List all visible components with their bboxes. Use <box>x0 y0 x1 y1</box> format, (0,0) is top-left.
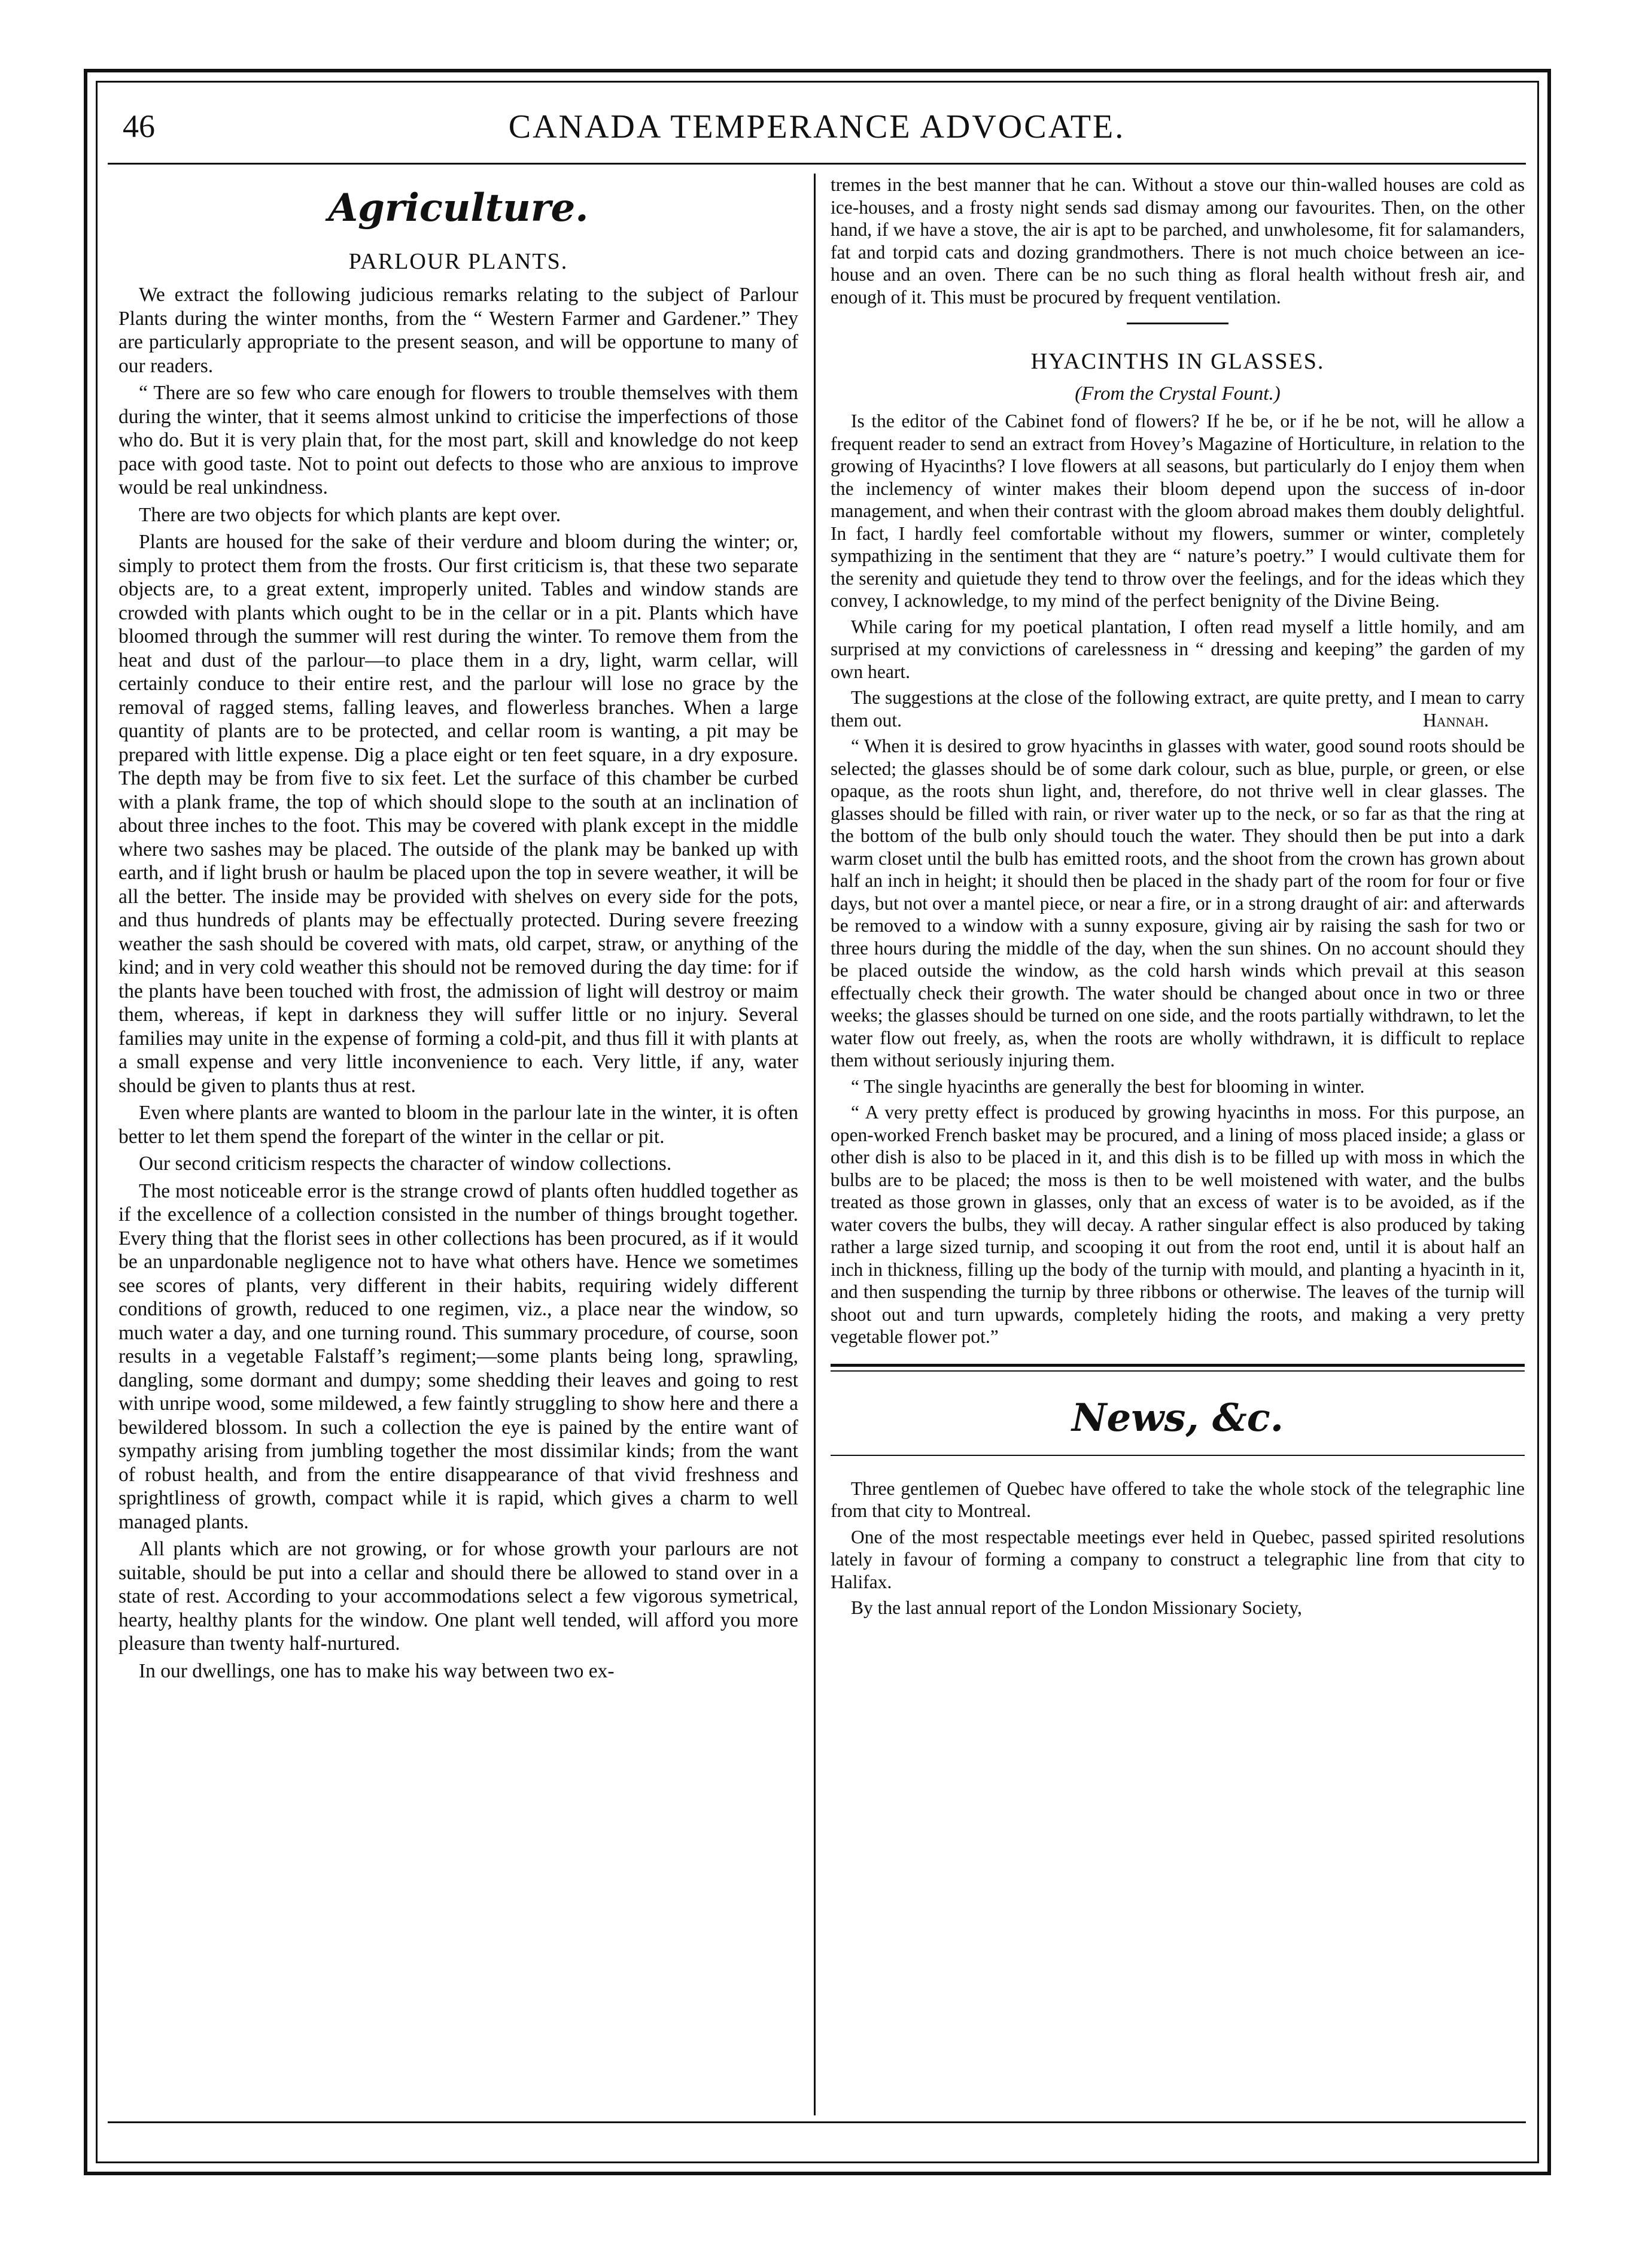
column-divider <box>814 174 816 2115</box>
paragraph: We extract the following judicious remarks relating to the subject of Parlour Plants during the winter months, from the “ Western Farmer and Gardener.” They are particularly appropriate to the present season, and will be opportune to many of our readers. <box>118 284 798 377</box>
quoted-paragraph: “ When it is desired to grow hyacinths in glasses with water, good sound roots should be selected; the glasses should be of some dark colour, such as blue, purple, or green, or else opaque, as the roots shun light, and, therefore, do not thrive well in clear glasses. The glasses should be filled with rain, or river water up to the neck, or so far as that the ring at the bottom of the bulb only should touch the water. They should then be put into a dark warm closet until the bulb has emitted roots, and the shoot from the crown has grown about half an inch in height; it should then be placed in the shady part of the room for four or five days, but not over a mantel piece, or near a fire, or in a strong draught of air: and afterwards be removed to a window with a sunny exposure, giving air by raising the sash for two or three hours during the middle of the day, when the sun shines. On no account should they be placed outside the window, as the cold harsh winds which prevail at this season effectually check their growth. The water should be changed about once in two or three weeks; the glasses should be turned on one side, and the roots partially withdrawn, to let the water flow out freely, as, when the roots are wholly withdrawn, it is difficult to replace them without seriously injuring them. <box>831 735 1525 1071</box>
quoted-paragraph: “ A very pretty effect is produced by growing hyacinths in moss. For this purpose, an open-worked French basket may be procured, and a lining of moss placed inside; a glass or other dish is also to be placed in it, and this dish is to be filled up with moss in which the bulbs are to be placed; the moss is then to be well moistened with water, and the bulbs treated as those grown in glasses, only that an excess of water is to be avoided, as if the water covers the bulbs, they will decay. A rather singular effect is also produced by taking rather a large sized turnip, and scooping it out from the root end, until it is about half an inch in thickness, filling up the body of the turnip with mould, and planting a hyacinth in it, and then suspending the turnip by three ribbons or otherwise. The leaves of the turnip will shoot out and turn upwards, completely hiding the roots, and making a very pretty vegetable flower pot.” <box>831 1102 1525 1347</box>
page-number: 46 <box>123 108 155 144</box>
article-title-parlour-plants: PARLOUR PLANTS. <box>348 249 568 274</box>
masthead-title: CANADA TEMPERANCE ADVOCATE. <box>508 108 1126 145</box>
news-rule <box>831 1455 1525 1456</box>
paragraph-text: The suggestions at the close of the following extract, are quite pretty, and I mean to carry them out. <box>831 687 1525 731</box>
news-paragraph: By the last annual report of the London Missionary Society, <box>851 1597 1302 1618</box>
header-rule <box>108 163 1526 165</box>
footer-rule <box>108 2121 1526 2123</box>
paragraph: All plants which are not growing, or for whose growth your parlours are not suitable, should be put into a cellar and should there be allowed to stand over in a state of rest. According to your accommodations select a few vigorous symetrical, hearty, healthy plants for the window. One plant well tended, will afford you more pleasure than twenty half-nurtured. <box>118 1538 798 1655</box>
left-column <box>118 174 798 2115</box>
article-source: (From the Crystal Fount.) <box>1075 383 1281 405</box>
paragraph: The most noticeable error is the strange crowd of plants often huddled together as if the excellence of a collection consisted in the number of things brought together. Every thing that the florist sees in other collections has been procured, as if it would be an unpardonable negligence not to have what others have. Hence we sometimes see scores of plants, very different in their habits, requiring widely different conditions of growth, reduced to one regimen, viz., a place near the window, so much water a day, and one turning round. This summary procedure, of course, soon results in a vegetable Falstaff’s regiment;—some plants being long, sprawling, dangling, some dormant and dumpy; some shedding their leaves and going to rest with unripe wood, some mildewed, a few faintly struggling to show here and there a bewildered blossom. In such a collection the eye is pained by the entire want of sympathy arising from jumbling together the most dissimilar kinds; from the want of robust health, and from the entire disappearance of that vivid freshness and sprightliness of growth, compact while it is rapid, which gives a charm to well managed plants. <box>118 1179 798 1533</box>
paragraph: Even where plants are wanted to bloom in the parlour late in the winter, it is often better to let them spend the forepart of the winter in the cellar or pit. <box>118 1102 798 1148</box>
double-rule <box>831 1364 1525 1372</box>
paragraph: Our second criticism respects the character of window collections. <box>139 1153 672 1175</box>
paragraph: There are two objects for which plants are kept over. <box>139 503 561 526</box>
paragraph: Is the editor of the Cabinet fond of flowers? If he be, or if he be not, will he allow a frequent reader to send an extract from Hovey’s Magazine of Horticulture, in relation to the growing of Hyacinths? I love flowers at all seasons, but particularly do I enjoy them when the inclemency of winter makes their bloom depend upon the success of in-door management, and when their contrast with the gloom abroad makes them doubly delightful. In fact, I hardly feel comfortable without my flowers, summer or winter, completely sympathizing in the sentiment that they are “ nature’s poetry.” I would cultivate them for the serenity and quietude they tend to throw over the feelings, and for the ideas which they convey, I acknowledge, to my mind of the perfect benignity of the Divine Being. <box>831 411 1525 611</box>
paragraph-with-signature <box>831 686 1525 731</box>
paragraph: Plants are housed for the sake of their verdure and bloom during the winter; or, simply to protect them from the frosts. Our first criticism is, that these two separate objects are, to a great extent, improperly united. Tables and window stands are crowded with plants which ought to be in the cellar or in a pit. Plants which have bloomed through the summer will rest during the winter. To remove them from the heat and dust of the parlour—to place them in a dry, light, warm cellar, will certainly conduce to their entire rest, and the parlour will lose no grace by the removal of ragged stems, falling leaves, and flowerless branches. When a large quantity of plants are to be protected, and cellar room is wanting, a pit may be prepared with little expense. Dig a place eight or ten feet square, in a dry exposure. The depth may be from five to six feet. Let the surface of this chamber be curbed with a plank frame, the top of which should slope to the south at an inclination of about three inches to the foot. This may be covered with plank except in the middle where two sashes may be placed. The outside of the plank may be banked up with earth, and if light brush or haulm be placed upon the top in severe weather, it will be all the better. The inside may be provided with shelves on every side for the pots, and thus hundreds of plants may be effectually protected. During severe freezing weather the sash should be covered with mats, old carpet, straw, or anything of the kind; and in very cold weather this should not be removed during the day time: for if the plants have been touched with frost, the admission of light will destroy or maim them, whereas, if kept in darkness they will suffer little or no injury. Several families may unite in the expense of forming a cold-pit, and thus fill it with plants at a small expense and very little inconvenience to each. Very little, if any, water should be given to plants thus at rest. <box>118 531 798 1097</box>
quoted-paragraph: “ The single hyacinths are generally the best for blooming in winter. <box>851 1075 1365 1097</box>
paragraph: While caring for my poetical plantation, I often read myself a little homily, and am surprised at my convictions of carelessness in “ dressing and keeping” the garden of my own heart. <box>831 616 1525 682</box>
news-paragraph: One of the most respectable meetings ever held in Quebec, passed spirited resolutions lately in favour of forming a company to construct a telegraphic line from that city to Halifax. <box>831 1526 1525 1592</box>
paragraph: “ There are so few who care enough for flowers to trouble themselves with them during the winter, that it seems almost unkind to criticise the imperfections of those who do. But it is very plain that, for the most part, skill and knowledge do not keep pace with good taste. Not to point out defects to those who are anxious to improve would be real unkindness. <box>118 382 798 498</box>
right-column <box>831 174 1525 2115</box>
signature: Hannah. <box>1422 709 1489 731</box>
article-title-hyacinths: HYACINTHS IN GLASSES. <box>1030 349 1325 374</box>
continuation-paragraph: tremes in the best manner that he can. Without a stove our thin-walled houses are cold as ice-houses, and a frosty night sends sad dismay among our favourites. Then, on the other hand, if we have a stove, the air is apt to be parched, and unwholesome, fit for salamanders, fat and torpid cats and dozing grandmothers. There is not much choice between an ice-house and an oven. There can be no such thing as floral health without fresh air, and enough of it. This must be procured by frequent ventilation. <box>831 174 1525 308</box>
department-heading-news: News, &c. <box>1072 1395 1284 1440</box>
page-header <box>108 102 1526 156</box>
news-paragraph: Three gentlemen of Quebec have offered to take the whole stock of the telegraphic line from that city to Montreal. <box>831 1477 1525 1521</box>
section-separator <box>1127 323 1228 324</box>
paragraph: In our dwellings, one has to make his way between two ex- <box>139 1659 615 1682</box>
department-heading-agriculture: Agriculture. <box>328 186 589 230</box>
